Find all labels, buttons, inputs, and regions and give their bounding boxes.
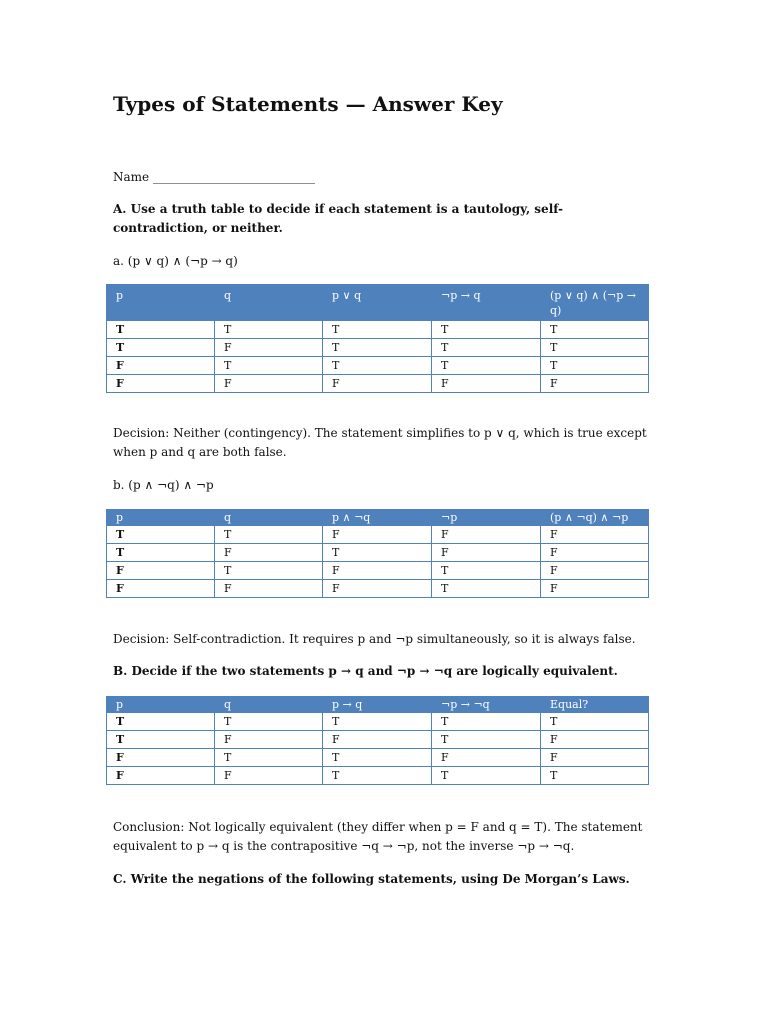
table-row — [107, 580, 649, 598]
column-header: p → q — [323, 697, 432, 713]
table-cell: T — [541, 713, 649, 731]
column-header: q — [215, 697, 323, 713]
table-cell: T — [541, 321, 649, 339]
table-cell: F — [215, 580, 323, 598]
table-cell: T — [107, 731, 215, 749]
column-header: p — [107, 510, 215, 526]
table-cell: T — [107, 526, 215, 544]
table-cell: T — [323, 339, 432, 357]
table-cell: T — [323, 321, 432, 339]
table-cell: T — [541, 357, 649, 375]
column-header: q — [215, 285, 323, 321]
table-cell: F — [432, 544, 541, 562]
column-header: ¬p → q — [432, 285, 541, 321]
table-cell: T — [215, 562, 323, 580]
column-header: p ∧ ¬q — [323, 510, 432, 526]
column-header: ¬p → ¬q — [432, 697, 541, 713]
section-b-heading: B. Decide if the two statements p → q and ¬p → ¬q are logically equivalent. — [113, 664, 618, 678]
table-cell: F — [107, 357, 215, 375]
table-row — [107, 767, 649, 785]
table-row — [107, 339, 649, 357]
column-header: p — [107, 285, 215, 321]
table-cell: F — [215, 731, 323, 749]
table-row — [107, 375, 649, 393]
table-cell: T — [541, 339, 649, 357]
truth-table-b — [106, 509, 649, 598]
table-row — [107, 562, 649, 580]
column-header: ¬p — [432, 510, 541, 526]
table-cell: F — [107, 580, 215, 598]
table-cell: F — [215, 544, 323, 562]
table-cell: F — [323, 375, 432, 393]
table-cell: F — [107, 375, 215, 393]
table-cell: T — [323, 713, 432, 731]
truth-table-a — [106, 284, 649, 393]
part-a-label: a. (p ∨ q) ∧ (¬p → q) — [113, 254, 238, 268]
table-cell: F — [323, 562, 432, 580]
table-cell: F — [432, 375, 541, 393]
table-row — [107, 544, 649, 562]
table-cell: T — [432, 321, 541, 339]
table-cell: T — [541, 767, 649, 785]
table-cell: F — [541, 526, 649, 544]
truth-table-c — [106, 696, 649, 785]
table-header-row — [107, 697, 649, 713]
table-cell: T — [323, 767, 432, 785]
table-cell: F — [432, 749, 541, 767]
table-cell: T — [215, 713, 323, 731]
table-cell: F — [541, 375, 649, 393]
table-cell: F — [541, 731, 649, 749]
table-row — [107, 713, 649, 731]
table-cell: F — [215, 339, 323, 357]
table-header-row — [107, 510, 649, 526]
table-cell: T — [323, 357, 432, 375]
decision-a: Decision: Neither (contingency). The statement simplifies to p ∨ q, which is true except when p and q are both false. — [113, 426, 647, 459]
column-header: p ∨ q — [323, 285, 432, 321]
table-cell: T — [432, 767, 541, 785]
table-row — [107, 526, 649, 544]
section-a-heading: A. Use a truth table to decide if each statement is a tautology, self-contradiction, or neither. — [113, 202, 563, 235]
column-header: p — [107, 697, 215, 713]
table-header-row — [107, 285, 649, 321]
table-cell: F — [541, 749, 649, 767]
table-row — [107, 321, 649, 339]
table-cell: T — [432, 562, 541, 580]
table-cell: F — [323, 526, 432, 544]
table-row — [107, 357, 649, 375]
table-cell: T — [107, 321, 215, 339]
table-cell: F — [323, 580, 432, 598]
table-cell: T — [107, 713, 215, 731]
table-cell: T — [432, 580, 541, 598]
table-cell: F — [541, 562, 649, 580]
table-cell: F — [107, 767, 215, 785]
table-cell: T — [432, 357, 541, 375]
column-header: (p ∨ q) ∧ (¬p → q) — [541, 285, 649, 321]
page-title: Types of Statements — Answer Key — [113, 92, 503, 116]
decision-b: Decision: Self-contradiction. It requires p and ¬p simultaneously, so it is always false. — [113, 632, 636, 646]
table-cell: F — [432, 526, 541, 544]
name-field-line: Name ___________________________ — [113, 170, 315, 184]
table-cell: T — [432, 731, 541, 749]
table-cell: T — [215, 357, 323, 375]
table-cell: T — [107, 339, 215, 357]
conclusion-b: Conclusion: Not logically equivalent (they differ when p = F and q = T). The statement equivalent to p → q is the contrapositive ¬q → ¬p, not the inverse ¬p → ¬q. — [113, 820, 643, 853]
table-cell: T — [323, 544, 432, 562]
table-cell: T — [215, 526, 323, 544]
table-cell: T — [432, 339, 541, 357]
table-cell: F — [541, 544, 649, 562]
table-cell: T — [107, 544, 215, 562]
table-cell: F — [323, 731, 432, 749]
column-header: Equal? — [541, 697, 649, 713]
table-cell: T — [215, 749, 323, 767]
part-b-label: b. (p ∧ ¬q) ∧ ¬p — [113, 478, 214, 492]
table-row — [107, 731, 649, 749]
table-cell: T — [323, 749, 432, 767]
table-cell: T — [432, 713, 541, 731]
table-cell: F — [541, 580, 649, 598]
table-cell: F — [215, 375, 323, 393]
table-cell: F — [107, 562, 215, 580]
table-cell: F — [107, 749, 215, 767]
table-cell: T — [215, 321, 323, 339]
table-row — [107, 749, 649, 767]
section-c-heading: C. Write the negations of the following statements, using De Morgan’s Laws. — [113, 872, 630, 886]
table-cell: F — [215, 767, 323, 785]
column-header: q — [215, 510, 323, 526]
column-header: (p ∧ ¬q) ∧ ¬p — [541, 510, 649, 526]
